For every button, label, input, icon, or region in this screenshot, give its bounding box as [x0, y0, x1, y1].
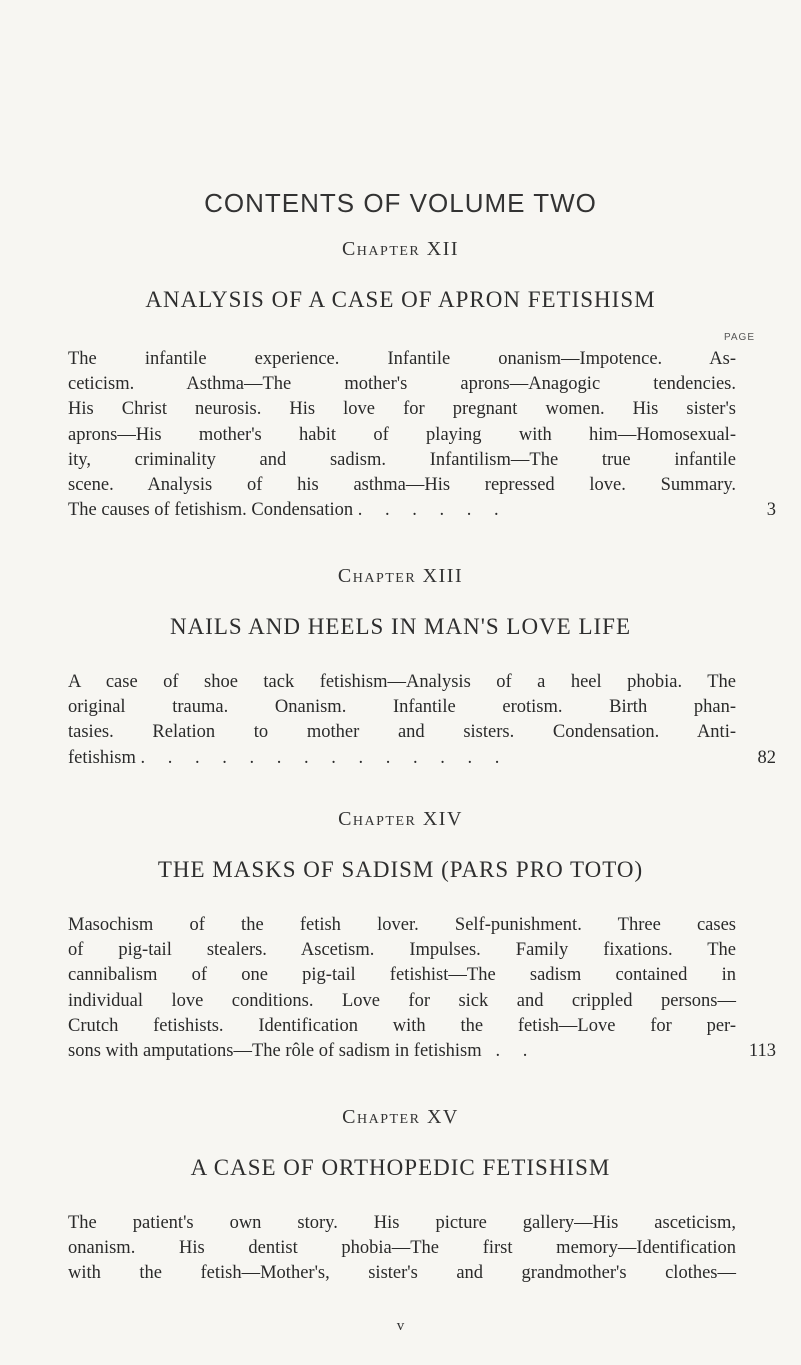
summary-line: The patient's own story. His picture gallery—His asceticism,: [68, 1213, 736, 1233]
summary-text: fetishism: [68, 747, 136, 768]
summary-line: original trauma. Onanism. Infantile erotism. Birth phan-: [68, 697, 736, 718]
dot-leaders: . .: [495, 1041, 537, 1062]
chapter-14: [0, 808, 801, 831]
chapter-label: Chapter XII: [341, 238, 460, 260]
summary-line: ceticism. Asthma—The mother's aprons—Anagogic tendencies.: [68, 374, 736, 395]
page-number: 113: [748, 1041, 776, 1062]
summary-last-line: [68, 498, 776, 523]
summary-line: individual love conditions. Love for sick and crippled persons—: [68, 990, 736, 1011]
dot-leaders: . . . . . .: [357, 500, 508, 521]
dot-leaders: . . . . . . . . . . . . . .: [140, 747, 509, 768]
chapter-12: [0, 238, 801, 261]
chapter-15-title-row: [0, 1155, 801, 1181]
chapter-15-summary: [68, 1211, 736, 1287]
chapter-14-title-row: [0, 857, 801, 883]
summary-line: His Christ neurosis. His love for pregnant women. His sister's: [68, 399, 736, 420]
chapter-13-summary: [68, 670, 776, 771]
summary-line: aprons—His mother's habit of playing with him—Homosexual-: [68, 424, 736, 445]
chapter-13: [0, 565, 801, 588]
summary-line: ity, criminality and sadism. Infantilism—The true infantile: [68, 449, 736, 470]
summary-line: scene. Analysis of his asthma—His repressed love. Summary.: [68, 475, 736, 496]
chapter-title: ANALYSIS OF A CASE OF APRON FETISHISM: [145, 287, 656, 312]
page-number: 82: [757, 747, 776, 768]
chapter-title: NAILS AND HEELS IN MAN'S LOVE LIFE: [169, 614, 632, 639]
chapter-12-summary: [68, 347, 776, 523]
summary-line: of pig-tail stealers. Ascetism. Impulses. Family fixations. The: [68, 940, 736, 961]
folio: v: [396, 1318, 405, 1334]
page-number: 3: [766, 500, 776, 521]
chapter-title: THE MASKS OF SADISM (PARS PRO TOTO): [157, 857, 644, 882]
summary-line: tasies. Relation to mother and sisters. Condensation. Anti-: [68, 722, 736, 743]
summary-line: cannibalism of one pig-tail fetishist—The sadism contained in: [68, 965, 736, 986]
chapter-13-title-row: [0, 614, 801, 640]
chapter-15: [0, 1106, 801, 1129]
summary-line: A case of shoe tack fetishism—Analysis of a heel phobia. The: [68, 672, 736, 692]
chapter-12-title-row: [0, 287, 801, 313]
summary-last-line: [68, 746, 776, 771]
chapter-label: Chapter XIV: [338, 808, 463, 830]
page-title: CONTENTS OF VOLUME TWO: [204, 188, 597, 218]
summary-last-line: [68, 1039, 776, 1064]
chapter-title: A CASE OF ORTHOPEDIC FETISHISM: [190, 1155, 611, 1180]
summary-line: Crutch fetishists. Identification with the fetish—Love for per-: [68, 1015, 736, 1036]
chapter-14-summary: [68, 913, 776, 1064]
summary-text: The causes of fetishism. Condensation: [68, 500, 354, 521]
summary-text: sons with amputations—The rôle of sadism in fetishism: [68, 1041, 482, 1062]
summary-line: Masochism of the fetish lover. Self-punishment. Three cases: [68, 915, 736, 935]
page-column-label: PAGE: [723, 332, 755, 343]
summary-line: onanism. His dentist phobia—The first memory—Identification: [68, 1238, 736, 1259]
chapter-label: Chapter XV: [342, 1106, 459, 1128]
chapter-label: Chapter XIII: [337, 565, 464, 587]
summary-line: The infantile experience. Infantile onanism—Impotence. As-: [68, 349, 736, 369]
summary-line: with the fetish—Mother's, sister's and grandmother's clothes—: [68, 1263, 736, 1284]
